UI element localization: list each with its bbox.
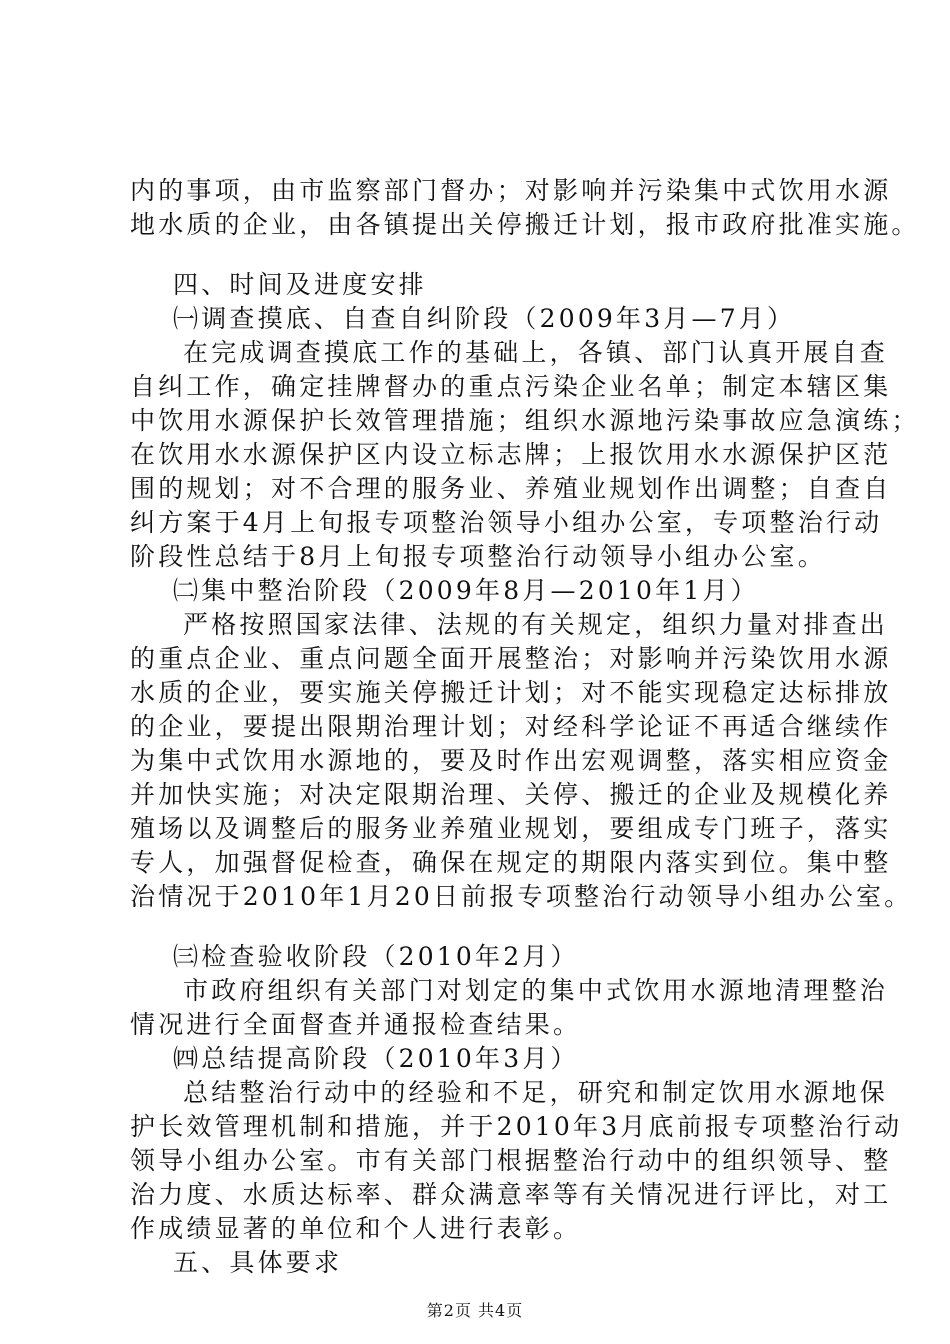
- paragraph-line: 的重点企业、重点问题全面开展整治；对影响并污染饮用水源: [130, 644, 892, 673]
- paragraph-line: 作成绩显著的单位和个人进行表彰。: [130, 1214, 582, 1243]
- paragraph-line: 治情况于2010年1月20日前报专项整治行动领导小组办公室。: [130, 882, 913, 911]
- paragraph-line: 情况进行全面督查并通报检查结果。: [130, 1010, 582, 1039]
- paragraph-line: 阶段性总结于8月上旬报专项整治行动领导小组办公室。: [130, 542, 826, 571]
- paragraph-line: 自纠工作，确定挂牌督办的重点污染企业名单；制定本辖区集: [130, 372, 892, 401]
- paragraph-line: 地水质的企业，由各镇提出关停搬迁计划，报市政府批准实施。: [130, 210, 920, 239]
- paragraph-line: 中饮用水源保护长效管理措施；组织水源地污染事故应急演练；: [130, 406, 920, 435]
- paragraph-line: 严格按照国家法律、法规的有关规定，组织力量对排查出: [183, 610, 889, 639]
- paragraph-line: 市政府组织有关部门对划定的集中式饮用水源地清理整治: [183, 976, 889, 1005]
- paragraph-line: 的企业，要提出限期治理计划；对经科学论证不再适合继续作: [130, 712, 892, 741]
- section-heading: 五、具体要求: [173, 1248, 343, 1277]
- paragraph-line: 内的事项，由市监察部门督办；对影响并污染集中式饮用水源: [130, 176, 892, 205]
- paragraph-line: 水质的企业，要实施关停搬迁计划；对不能实现稳定达标排放: [130, 678, 892, 707]
- paragraph-line: 围的规划；对不合理的服务业、养殖业规划作出调整；自查自: [130, 474, 892, 503]
- page-footer: 第2页 共4页: [426, 1301, 524, 1320]
- paragraph-line: 护长效管理机制和措施，并于2010年3月底前报专项整治行动: [130, 1112, 903, 1141]
- paragraph-line: 领导小组办公室。市有关部门根据整治行动中的组织领导、整: [130, 1146, 892, 1175]
- paragraph-line: 并加快实施；对决定限期治理、关停、搬迁的企业及规模化养: [130, 780, 892, 809]
- paragraph-line: 纠方案于4月上旬报专项整治领导小组办公室，专项整治行动: [130, 508, 883, 537]
- paragraph-line: 总结整治行动中的经验和不足，研究和制定饮用水源地保: [183, 1078, 889, 1107]
- paragraph-line: 在完成调查摸底工作的基础上，各镇、部门认真开展自查: [183, 338, 889, 367]
- paragraph-line: 在饮用水水源保护区内设立标志牌；上报饮用水水源保护区范: [130, 440, 892, 469]
- subsection-heading: ㈠调查摸底、自查自纠阶段（2009年3月—7月）: [173, 304, 796, 333]
- subsection-heading: ㈣总结提高阶段（2010年3月）: [173, 1044, 579, 1073]
- paragraph-line: 专人，加强督促检查，确保在规定的期限内落实到位。集中整: [130, 848, 892, 877]
- section-heading: 四、时间及进度安排: [173, 270, 427, 299]
- paragraph-line: 治力度、水质达标率、群众满意率等有关情况进行评比，对工: [130, 1180, 892, 1209]
- paragraph-line: 殖场以及调整后的服务业养殖业规划，要组成专门班子，落实: [130, 814, 892, 843]
- subsection-heading: ㈢检查验收阶段（2010年2月）: [173, 942, 579, 971]
- subsection-heading: ㈡集中整治阶段（2009年8月—2010年1月）: [173, 576, 759, 605]
- paragraph-line: 为集中式饮用水源地的，要及时作出宏观调整，落实相应资金: [130, 746, 892, 775]
